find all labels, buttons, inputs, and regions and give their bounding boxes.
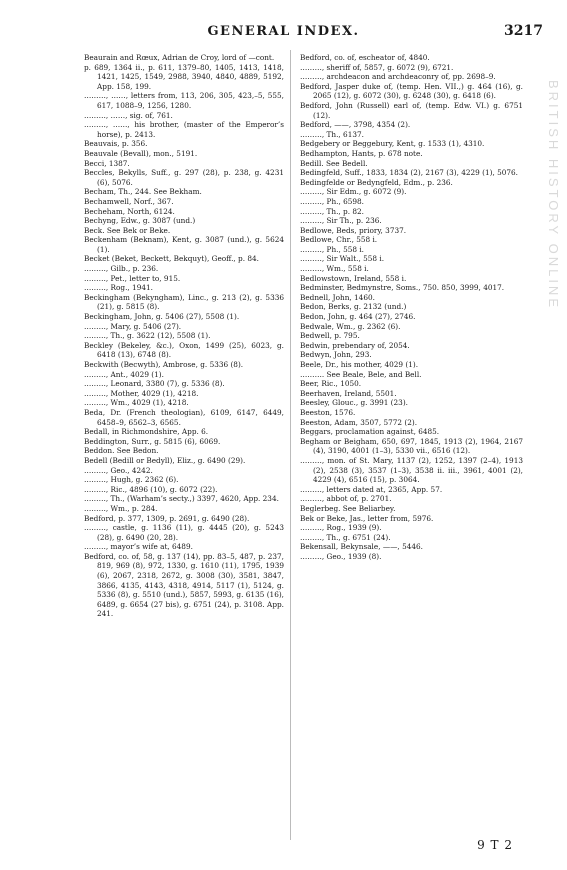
index-entry: Beeston, 1576. <box>300 407 356 417</box>
index-entry: ………, archdeacon and archdeaconry of, pp. 2698–9. <box>300 72 496 82</box>
page-header <box>0 24 567 44</box>
index-entry: ………, Leonard, 3380 (7), g. 5336 (8). <box>84 379 225 389</box>
index-entry: Bedford, co. of, 58, g. 137 (14), pp. 83–5, 487, p. 237, 819, 969 (8), 972, 1330, g. 1610 (11), 1795, 1939 (6), 2067, 2318, 2672, g. 3008 (30), 3581, 3847, 3866, 4135, 4143, 4318, 4914, 5117 (1), 5124, g. 5336 (8), g. 5510 (und.), 5857, 5993, g. 6135 (16), 6489, g. 6654 (27 bis), g. 6751 (24), p. 3108. App. 241. <box>84 551 284 619</box>
index-entry: Becham, Th., 244. See Bekham. <box>84 187 202 197</box>
index-entry: ………, castle, g. 1136 (11), g. 4445 (20), g. 5243 (28), g. 6490 (20, 28). <box>84 523 284 542</box>
index-entry: Bekensall, Bekynsale, ——, 5446. <box>300 542 423 552</box>
index-entry: Beckingham (Bekyngham), Linc., g. 213 (2), g. 5336 (21), g. 5815 (8). <box>84 292 284 312</box>
index-entry: Bedwyn, John, 293. <box>300 350 372 360</box>
index-entry: p. 689, 1364 ii., p. 611, 1379–80, 1405, 1413, 1418, 1421, 1425, 1549, 2988, 3940, 4840, 4889, 5192, App. 158, 199. <box>84 62 284 91</box>
index-entry: ………, Wm., 4029 (1), 4218. <box>84 398 189 408</box>
index-entry: ………, Mother, 4029 (1), 4218. <box>84 388 199 398</box>
index-entry: Bedell (Bedill or Bedyll), Eliz., g. 6490 (29). <box>84 455 246 465</box>
signature-mark: 9 T 2 <box>477 838 513 852</box>
index-entry: ………, Th., g. 3622 (12), 5508 (1). <box>84 331 211 341</box>
index-entry: Beggars, proclamation against, 6485. <box>300 427 440 437</box>
index-entry: ………, letters dated at, 2365, App. 57. <box>300 484 443 494</box>
index-entry: Beesley, Glouc., g. 3991 (23). <box>300 398 408 408</box>
index-entry: ………, Ant., 4029 (1). <box>84 369 164 379</box>
index-entry: ………, Rog., 1941. <box>84 283 153 293</box>
index-entry: Becci, 1387. <box>84 158 130 168</box>
running-head: GENERAL INDEX. <box>207 24 360 39</box>
index-entry: ………, Geo., 1939 (8). <box>300 551 382 561</box>
index-entry: ………, mayor’s wife at, 6489. <box>84 542 193 552</box>
index-entry: Bedlowe, Chr., 558 i. <box>300 235 378 245</box>
index-entry: Becket (Beket, Beckett, Bekquyt), Geoff., p. 84. <box>84 254 259 264</box>
index-entry: ………, abbot of, p. 2701. <box>300 494 392 504</box>
index-entry: ………, mon. of St. Mary, 1137 (2), 1252, 1397 (2–4), 1913 (2), 2538 (3), 3537 (1–3), 3538 ii. iii., 3961, 4001 (2), 4229 (4), 6516 (15), p. 3064. <box>300 455 523 485</box>
index-entry: ………, Hugh, g. 2362 (6). <box>84 475 179 485</box>
index-entry: ………, Sir Walt., 558 i. <box>300 254 385 264</box>
index-entry: Beckenham (Beknam), Kent, g. 3087 (und.), g. 5624 (1). <box>84 235 284 254</box>
index-entry: Beddon. See Bedon. <box>84 446 159 456</box>
index-entry: ………, Wm., p. 284. <box>84 503 158 513</box>
index-entry: ………, sheriff of, 5857, g. 6072 (9), 6721. <box>300 62 454 72</box>
index-entry: Bedingfeld, Suff., 1833, 1834 (2), 2167 (3), 4229 (1), 5076. <box>300 168 518 178</box>
index-entry: Bedgebery or Beggebury, Kent, g. 1533 (1), 4310. <box>300 139 485 149</box>
column-divider <box>290 50 291 840</box>
index-entry: ………, Sir Th., p. 236. <box>300 216 382 226</box>
index-entry: Beckwith (Becwyth), Ambrose, g. 5336 (8). <box>84 360 244 369</box>
index-entry: ………, ……, his brother, (master of the Emperor’s horse), p. 2413. <box>84 120 284 139</box>
index-entry: ………, Geo., 4242. <box>84 465 153 475</box>
index-entry: Beauvais, p. 356. <box>84 139 148 149</box>
index-entry: Beaurain and Rœux, Adrian de Croy, lord of —cont. <box>84 53 275 62</box>
index-entry: ………. See Beale, Bele, and Bell. <box>300 369 422 379</box>
index-entry: Bedford, co. of, escheator of, 4840. <box>300 53 430 62</box>
index-entry: Beauvale (Bevall), mon., 5191. <box>84 148 198 158</box>
left-column <box>84 53 284 838</box>
index-entry: Bedhampton, Hants, p. 678 note. <box>300 148 423 158</box>
index-entry: Bedminster, Bedmynstre, Soms., 750. 850, 3999, 4017. <box>300 283 505 293</box>
index-entry: Beck. See Bek or Beke. <box>84 225 171 235</box>
index-entry: Beglerbeg. See Beliarbey. <box>300 503 396 513</box>
index-entry: Bechamwell, Norf., 367. <box>84 196 174 206</box>
index-entry: Beda, Dr. (French theologian), 6109, 6147, 6449, 6458–9, 6562–3, 6565. <box>84 407 284 427</box>
index-entry: Bek or Beke, Jas., letter from, 5976. <box>300 513 434 523</box>
index-entry: ………, Pet., letter to, 915. <box>84 273 181 283</box>
index-entry: Bechyng, Edw., g. 3087 (und.) <box>84 216 196 226</box>
index-entry: Bedwin, prebendary of, 2054. <box>300 340 410 350</box>
index-entry: Bedford, p. 377, 1309, p. 2691, g. 6490 (28). <box>84 513 250 523</box>
index-entry: Bedall, in Richmondshire, App. 6. <box>84 427 209 437</box>
index-entry: Beccles, Bekylls, Suff., g. 297 (28), p. 238, g. 4231 (6), 5076. <box>84 168 284 187</box>
index-entry: ………, Gilb., p. 236. <box>84 264 159 274</box>
index-entry: ………, Th., 6137. <box>300 129 364 139</box>
index-entry: ………, Th., (Warham’s secty.,) 3397, 4620, App. 234. <box>84 494 279 504</box>
index-entry: ………, Sir Edm., g. 6072 (9). <box>300 187 407 197</box>
index-entry: Begham or Beigham, 650, 697, 1845, 1913 (2), 1964, 2167 (4), 3190, 4001 (1–3), 5330 vii., 6516 (12). <box>300 436 523 456</box>
index-entry: ………, Th., p. 82. <box>300 206 364 216</box>
index-entry: ………, ……, sig. of, 761. <box>84 110 173 120</box>
right-column <box>300 53 523 838</box>
index-entry: Beerhaven, Ireland, 5501. <box>300 388 397 398</box>
index-entry: Bedingfelde or Bedyngfeld, Edm., p. 236. <box>300 177 453 187</box>
page-number: 3217 <box>504 23 543 39</box>
index-entry: Bedlowe, Beds, priory, 3737. <box>300 225 407 235</box>
index-entry: Beckingham, John, g. 5406 (27), 5508 (1). <box>84 312 240 322</box>
index-entry: Bedill. See Bedell. <box>300 158 368 168</box>
index-entry: Bedon, John, g. 464 (27), 2746. <box>300 312 416 322</box>
index-entry: Bedford, John (Russell) earl of, (temp. Edw. VI.) g. 6751 (12). <box>300 100 523 120</box>
index-entry: ………, Ph., 558 i. <box>300 244 364 254</box>
index-entry: Bedwell, p. 795. <box>300 331 360 341</box>
index-entry: Bedford, ——, 3798, 4354 (2). <box>300 120 411 130</box>
index-entry: ………, Mary, g. 5406 (27). <box>84 321 182 331</box>
index-entry: ………, Ph., 6598. <box>300 196 364 206</box>
index-entry: ………, Th., g. 6751 (24). <box>300 532 391 542</box>
index-entry: ………, Rog., 1939 (9). <box>300 523 382 533</box>
index-entry: Beckley (Bekeley, &c.), Oxon, 1499 (25), 6023, g. 6418 (13), 6748 (8). <box>84 340 284 360</box>
index-entry: Bedon, Berks, g. 2132 (und.) <box>300 302 407 312</box>
index-entry: Becheham, North, 6124. <box>84 206 175 216</box>
index-entry: Bednell, John, 1460. <box>300 292 375 302</box>
index-entry: Bedford, Jasper duke of, (temp. Hen. VII.,) g. 464 (16), g. 2065 (12), g. 6072 (30), g. 6248 (30), g. 6418 (6). <box>300 81 523 101</box>
index-entry: Beeston, Adam, 3507, 5772 (2). <box>300 417 418 427</box>
watermark: BRITISH HISTORY ONLINE <box>546 80 561 310</box>
index-entry: ………, ……, letters from, 113, 206, 305, 423,–5, 555, 617, 1088–9, 1256, 1280. <box>84 91 284 110</box>
index-entry: Bedwale, Wm., g. 2362 (6). <box>300 321 401 331</box>
index-entry: Bedlowstown, Ireland, 558 i. <box>300 273 407 283</box>
index-entry: Beele, Dr., his mother, 4029 (1). <box>300 360 419 369</box>
index-entry: ………, Wm., 558 i. <box>300 264 369 274</box>
index-entry: Beer, Ric., 1050. <box>300 379 362 389</box>
index-entry: ………, Ric., 4896 (10), g. 6072 (22). <box>84 484 218 494</box>
index-entry: Beddington, Surr., g. 5815 (6), 6069. <box>84 436 221 446</box>
